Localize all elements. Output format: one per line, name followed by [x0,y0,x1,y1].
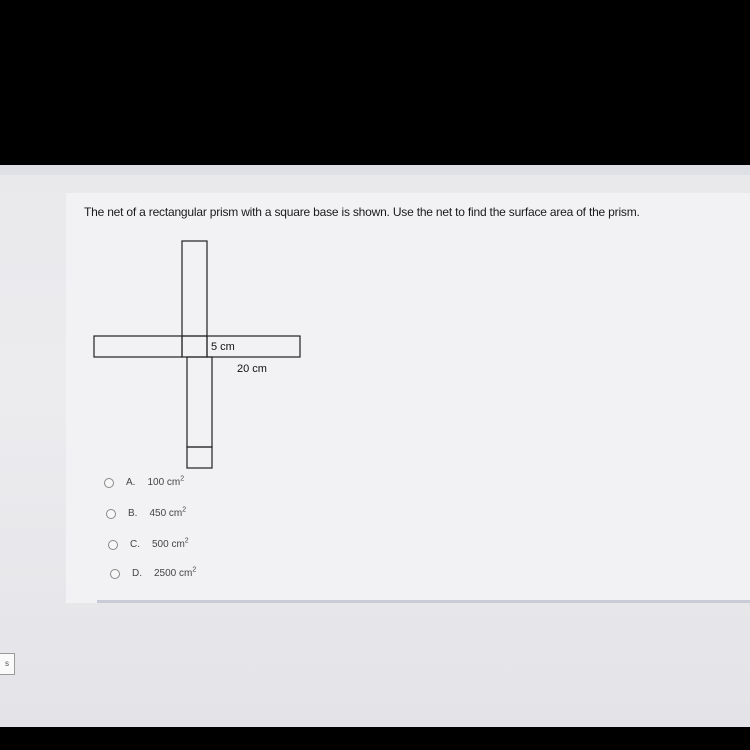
section-divider [97,600,750,603]
choice-letter: A. [126,477,136,488]
question-card [66,193,750,603]
screen [0,165,750,727]
radio-circle-icon[interactable] [104,478,114,488]
side-tab[interactable]: s [0,653,15,675]
prism-net-figure [92,231,307,471]
net-top-face [182,241,207,336]
net-center-face [182,336,207,357]
choice-value: 450 $cm^2$ [149,506,187,519]
width-label: 5 cm [211,341,235,353]
radio-circle-icon[interactable] [106,509,116,519]
choice-a[interactable] [104,477,184,488]
top-strip [0,165,750,175]
choice-letter: D. [132,568,142,579]
choice-b[interactable] [106,508,186,519]
choice-value: 2500 $cm^2$ [154,566,197,579]
question-prompt: The net of a rectangular prism with a square base is shown. Use the net to find the surface area of the prism. [84,205,640,219]
radio-circle-icon[interactable] [110,569,120,579]
radio-circle-icon[interactable] [108,540,118,550]
choice-d[interactable] [110,568,196,579]
net-end-face [187,447,212,468]
choice-value: 500 $cm^2$ [152,537,189,550]
net-left-face [94,336,182,357]
choice-letter: B. [128,508,138,519]
net-bottom-face [187,357,212,447]
choice-c[interactable] [108,539,189,550]
choice-value: 100 $cm^2$ [147,475,185,488]
choice-letter: C. [130,539,140,550]
length-label: 20 cm [237,363,267,375]
